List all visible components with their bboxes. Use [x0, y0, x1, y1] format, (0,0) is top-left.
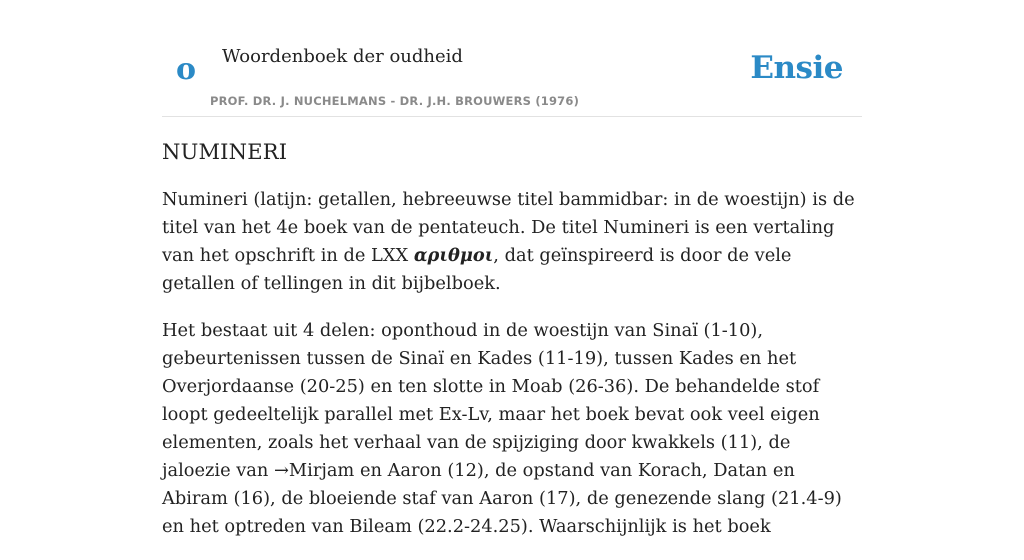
site-header: [162, 0, 862, 117]
paragraph-text: Mirjam en Aaron (12), de opstand van Korach, Datan en Abiram (16), de bloeiende staf van Aaron (17), de genezende slang (21.4-9) en het optreden van Bileam (22.2-24.25). Waarschijnlijk is het boek: [162, 460, 842, 537]
paragraph-text: , dat geïnspireerd is door de vele getallen of tellingen in dit bijbelboek.: [162, 245, 792, 294]
ensie-logo[interactable]: Ensie: [750, 50, 843, 86]
cross-reference-arrow-icon[interactable]: →: [274, 460, 289, 481]
dictionary-authors: PROF. DR. J. NUCHELMANS - DR. J.H. BROUWERS (1976): [210, 94, 580, 108]
entry-content: [162, 140, 862, 560]
paragraph-text: Het bestaat uit 4 delen: oponthoud in de woestijn van Sinaï (1-10), gebeurtenissen tussen de Sinaï en Kades (11-19), tussen Kades en het Overjordaanse (20-25) en ten slotte in Moab (26-36). De behandelde stof loopt gedeeltelijk parallel met Ex-Lv, maar het boek bevat ook veel eigen elementen, zoals het verhaal van de spijziging door kwakkels (11), de jaloezie van: [162, 320, 820, 481]
entry-paragraph-1: [162, 186, 862, 298]
entry-title: NUMINERI: [162, 140, 288, 164]
index-letter[interactable]: o: [176, 52, 197, 87]
entry-paragraph-2: [162, 317, 862, 541]
paragraph-text: Numineri (latijn: getallen, hebreeuwse titel bammidbar: in de woestijn) is de titel van het 4e boek van de pentateuch. De titel Numineri is een vertaling van het opschrift in de LXX: [162, 189, 855, 266]
greek-term: αριθμοι: [413, 245, 494, 266]
dictionary-title[interactable]: Woordenboek der oudheid: [222, 46, 463, 67]
